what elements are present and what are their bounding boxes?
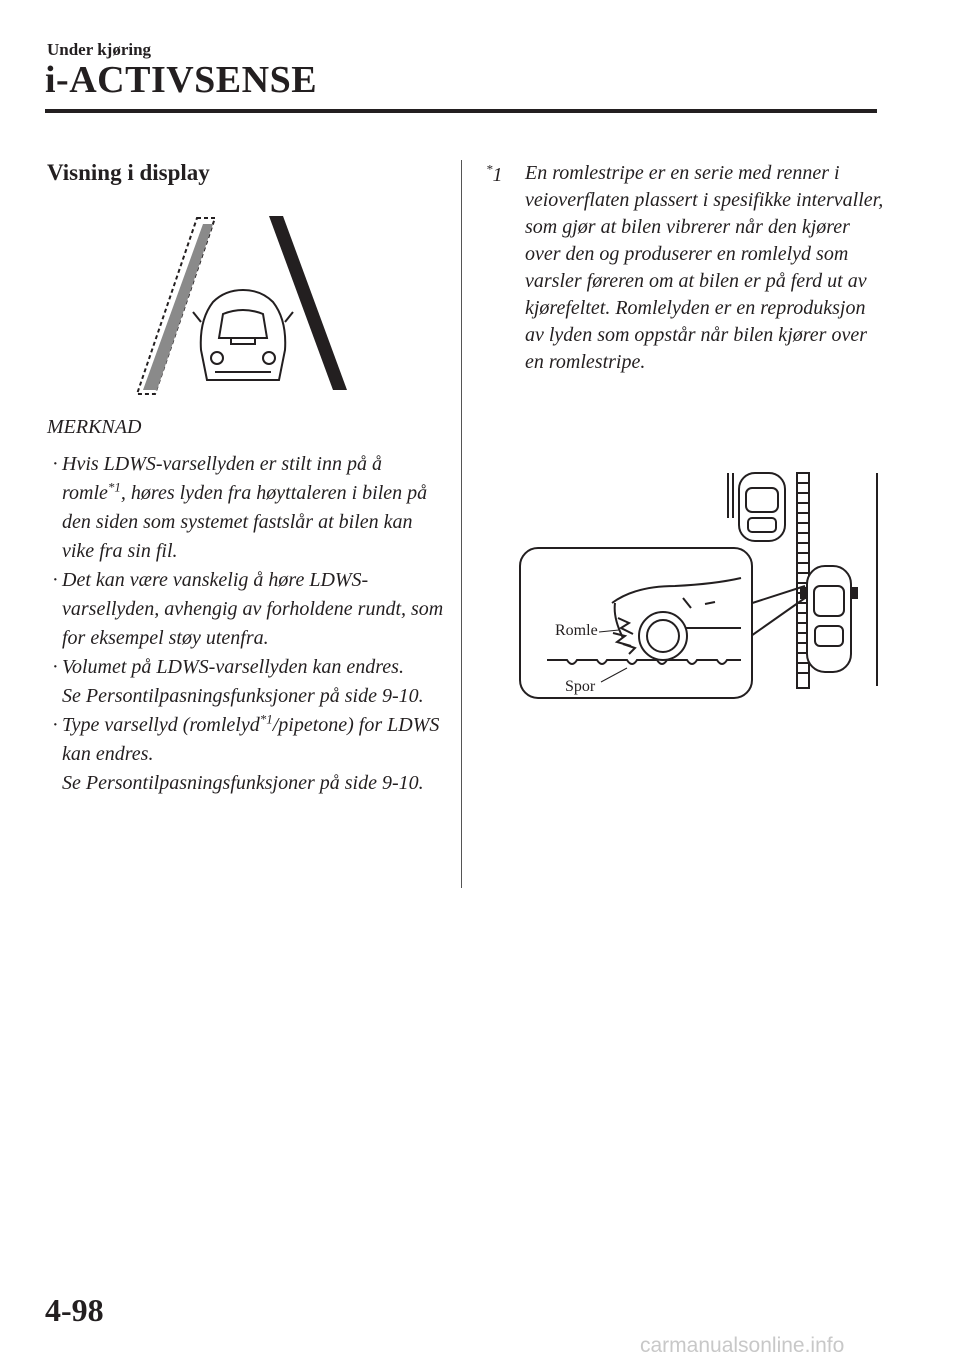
bullet-icon: ·: [52, 569, 59, 591]
note-title: MERKNAD: [47, 416, 142, 438]
footnote-text: En romlestripe er en serie med renner i veioverflaten plassert i spesifikke intervaller, som gjør at bilen vibrerer når den kjører over den og produserer en romlelyd som varsler føreren om at bilen er på ferd ut av kjørefeltet. Romlelyden er en reproduksjon av lyden som oppstår når bilen kjører over en romlestripe.: [525, 162, 884, 373]
bullet-icon: ·: [52, 714, 59, 736]
footnote-marker: *1: [486, 161, 503, 186]
page-reference: Se Persontilpasningsfunksjoner på side 9-10.: [62, 772, 424, 794]
watermark: carmanualsonline.info: [640, 1334, 845, 1357]
page-number: 4-98: [45, 1292, 104, 1328]
footnote: [486, 160, 886, 376]
note-item: · Volumet på LDWS-varsellyden kan endres. Se Persontilpasningsfunksjoner på side 9-10.: [47, 653, 447, 711]
car-top-icon: [739, 473, 785, 541]
notes-list: [47, 450, 447, 798]
rumble-strip-figure: [515, 468, 885, 708]
section-title: i-ACTIVSENSE: [45, 59, 318, 101]
page-reference: Se Persontilpasningsfunksjoner på side 9-10.: [62, 685, 424, 707]
bullet-icon: ·: [52, 656, 59, 678]
car-icon: [193, 290, 293, 380]
note-item: · Det kan være vanskelig å høre LDWS-varsellyden, avhengig av forholdene rundt, som for eksempel støy utenfra.: [47, 566, 447, 653]
note-item: · Type varsellyd (romlelyd$^{*1}$/pipetone) for LDWS kan endres. Se Persontilpasningsfunksjoner på side 9-10.: [52, 711, 440, 794]
label-groove: Spor: [565, 678, 596, 695]
header-rule: [45, 109, 877, 113]
label-rumble: Romle: [555, 622, 598, 639]
column-divider: [461, 160, 462, 888]
note-item: · Hvis LDWS-varsellyden er stilt inn på å romle$^{*1}$, høres lyden fra høyttaleren i bilen på den siden som systemet fastslår at bilen kan vike fra sin fil.: [47, 450, 447, 566]
car-top-icon: [801, 566, 857, 672]
page-heading: Visning i display: [47, 160, 210, 185]
chapter-title: Under kjøring: [47, 40, 152, 59]
display-lane-figure: [125, 210, 355, 400]
bullet-icon: ·: [52, 453, 59, 475]
